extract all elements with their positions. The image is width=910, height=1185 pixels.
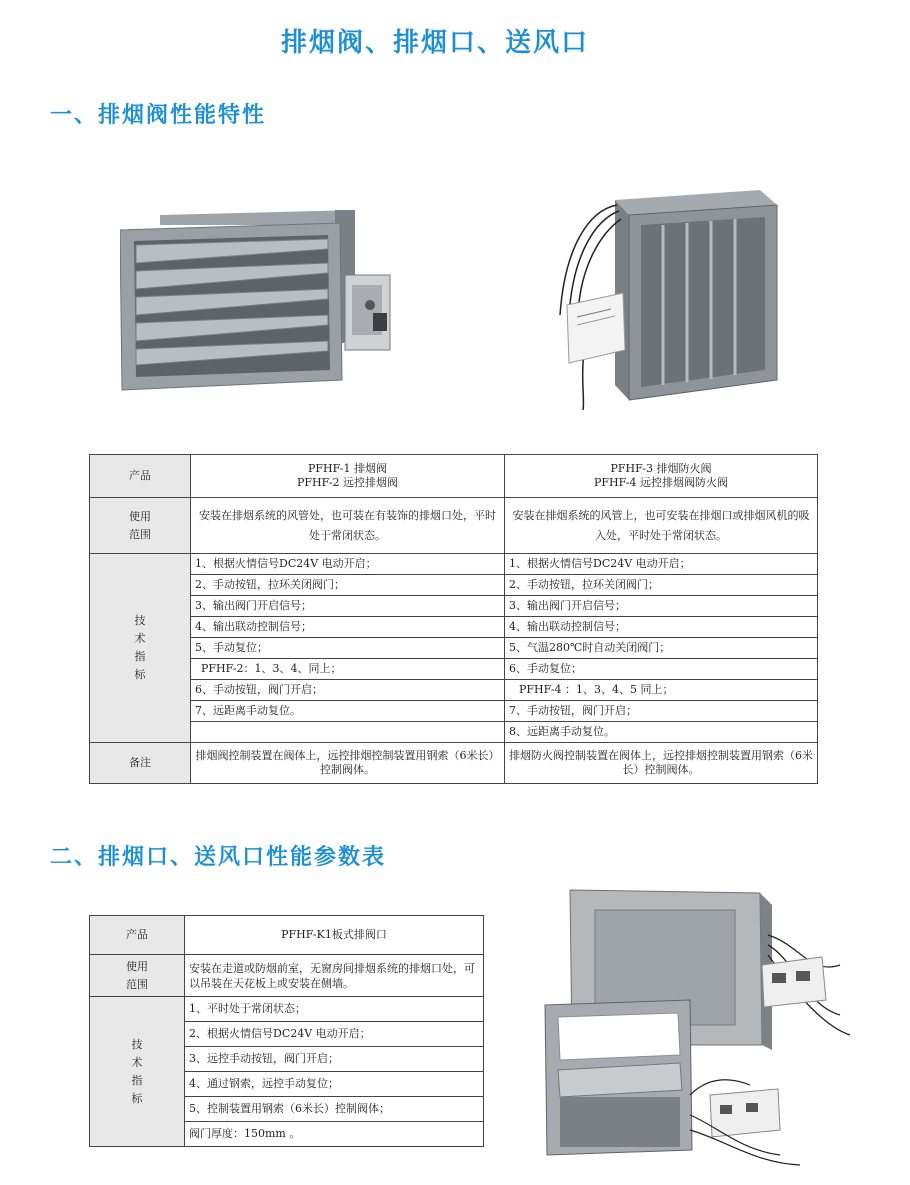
tech-item: 2、根据火情信号DC24V 电动开启；	[185, 1022, 484, 1047]
tech-item: 3、输出阀门开启信号；	[505, 596, 818, 617]
tech-item: 8、远距离手动复位。	[505, 722, 818, 743]
table-row	[90, 554, 818, 575]
table-row	[90, 997, 484, 1022]
smoke-valve-photo	[120, 205, 400, 410]
table-row	[90, 596, 818, 617]
table-row	[90, 955, 484, 997]
tech-item: 5、气温280℃时自动关闭阀门；	[505, 638, 818, 659]
tech-item: 7、远距离手动复位。	[191, 701, 505, 722]
tech-item: 6、手动复位；	[505, 659, 818, 680]
tech-item: 7、手动按钮，阀门开启；	[505, 701, 818, 722]
tech-item: 1、根据火情信号DC24V 电动开启；	[505, 554, 818, 575]
table-row	[90, 680, 818, 701]
page-title: 排烟阀、排烟口、送风口	[280, 28, 589, 58]
outlet-spec-table	[89, 915, 484, 1147]
tech-item: PFHF-4 ：1、3、4、5 同上；	[505, 680, 818, 701]
product-col2: PFHF-3 排烟防火阀 PFHF-4 远控排烟阀防火阀	[505, 455, 818, 498]
tech-item: 5、手动复位；	[191, 638, 505, 659]
fire-damper-photo	[545, 185, 790, 415]
usage-col2: 安装在排烟系统的风管上，也可安装在排烟口或排烟风机的吸入处，平时处于常闭状态。	[505, 498, 818, 554]
section-heading-valve: 一、排烟阀性能特性	[50, 103, 267, 128]
tech-item: 2、手动按钮，拉环关闭阀门；	[191, 575, 505, 596]
product-label: 产品	[90, 455, 191, 498]
tech-item: 6、手动按钮，阀门开启；	[191, 680, 505, 701]
usage-label: 使用 范围	[90, 955, 185, 997]
table-row	[90, 455, 818, 498]
remark-col1: 排烟阀控制装置在阀体上，远控排烟控制装置用钢索（6米长）控制阀体。	[191, 743, 505, 784]
table-row	[90, 575, 818, 596]
table-row	[90, 498, 818, 554]
tech-item	[191, 722, 505, 743]
tech-item: 4、输出联动控制信号；	[191, 617, 505, 638]
table-row	[90, 701, 818, 722]
tech-label: 技 术 指 标	[90, 554, 191, 743]
product-label: 产品	[90, 916, 185, 955]
tech-item: 3、远控手动按钮，阀门开启；	[185, 1047, 484, 1072]
section-heading-outlet: 二、排烟口、送风口性能参数表	[50, 845, 387, 870]
usage-label: 使用 范围	[90, 498, 191, 554]
tech-item: 1、根据火情信号DC24V 电动开启；	[191, 554, 505, 575]
tech-item: 1、平时处于常闭状态；	[185, 997, 484, 1022]
usage-col1: 安装在排烟系统的风管处，也可装在有装饰的排烟口处，平时处于常闭状态。	[191, 498, 505, 554]
tech-item: 3、输出阀门开启信号；	[191, 596, 505, 617]
remark-col2: 排烟防火阀控制装置在阀体上，远控排烟控制装置用钢索（6米长）控制阀体。	[505, 743, 818, 784]
table-row	[90, 916, 484, 955]
table-row	[90, 617, 818, 638]
tech-label: 技 术 指 标	[90, 997, 185, 1147]
tech-item: 阀门厚度：150mm 。	[185, 1122, 484, 1147]
tech-item: 2、手动按钮，拉环关闭阀门；	[505, 575, 818, 596]
tech-item: 4、通过钢索，远控手动复位；	[185, 1072, 484, 1097]
valve-spec-table	[89, 454, 818, 784]
product-value: PFHF-K1板式排阀口	[185, 916, 484, 955]
table-row	[90, 743, 818, 784]
tech-item: 5、控制装置用钢索（6米长）控制阀体；	[185, 1097, 484, 1122]
exhaust-outlet-photo	[540, 885, 860, 1170]
usage-value: 安装在走道或防烟前室，无窗房间排烟系统的排烟口处，可以吊装在天花板上或安装在侧墙。	[185, 955, 484, 997]
product-col1: PFHF-1 排烟阀 PFHF-2 远控排烟阀	[191, 455, 505, 498]
table-row	[90, 722, 818, 743]
tech-item: 4、输出联动控制信号；	[505, 617, 818, 638]
table-row	[90, 638, 818, 659]
tech-item: PFHF-2：1、3、4、同上；	[191, 659, 505, 680]
remark-label: 备注	[90, 743, 191, 784]
table-row	[90, 659, 818, 680]
